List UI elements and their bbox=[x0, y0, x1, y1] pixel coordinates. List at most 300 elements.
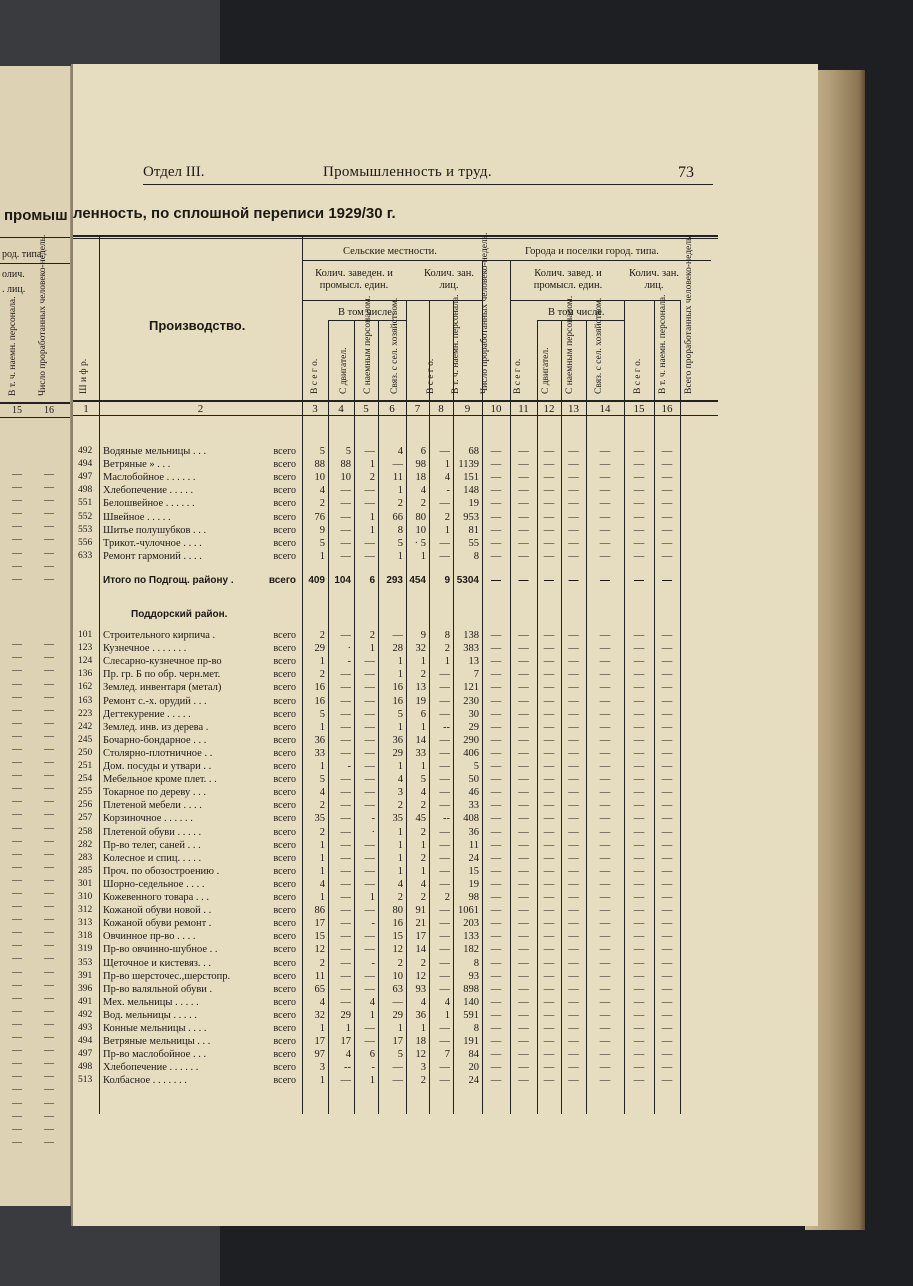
table-row bbox=[73, 747, 718, 760]
row-urban-dash: — bbox=[599, 550, 611, 562]
row-urban-dash: — bbox=[543, 944, 555, 956]
row-value: 1 bbox=[369, 459, 375, 471]
row-value: 230 bbox=[463, 695, 479, 707]
row-value: — bbox=[340, 669, 351, 681]
row-value: 1139 bbox=[458, 459, 479, 471]
row-urban-dash: — bbox=[599, 944, 611, 956]
row-name: Ремонт гармоний . . . . bbox=[103, 550, 202, 562]
previous-page-dash: — bbox=[12, 482, 22, 494]
row-cipher: 255 bbox=[78, 787, 93, 798]
row-value: 16 bbox=[392, 682, 403, 694]
row-urban-dash: — bbox=[633, 865, 645, 877]
previous-page-dash-column bbox=[38, 468, 60, 1149]
row-urban-dash: — bbox=[568, 774, 579, 786]
previous-page-dash: — bbox=[44, 652, 54, 664]
row-urban-dash: — bbox=[633, 524, 645, 536]
page bbox=[71, 64, 818, 1226]
row-urban-dash: — bbox=[568, 669, 579, 681]
table-row bbox=[73, 511, 718, 524]
row-value: — bbox=[364, 905, 375, 917]
row-value: 36 bbox=[468, 826, 479, 838]
row-value: 1 bbox=[319, 761, 325, 772]
previous-page-dash: — bbox=[12, 547, 22, 559]
row-cipher: 163 bbox=[78, 695, 93, 706]
row-value: 20 bbox=[468, 1062, 479, 1074]
table-row bbox=[73, 524, 718, 537]
row-urban-dash: — bbox=[543, 630, 555, 641]
row-urban-dash: — bbox=[599, 1023, 611, 1034]
row-value: 88 bbox=[340, 459, 351, 471]
row-total-label: всего bbox=[273, 800, 296, 812]
row-value: 2 bbox=[319, 630, 325, 641]
row-urban-dash: — bbox=[599, 918, 611, 930]
previous-page-gap bbox=[6, 599, 28, 612]
row-cipher: 551 bbox=[78, 498, 93, 509]
row-cipher: 301 bbox=[78, 878, 93, 889]
row-value: 98 bbox=[468, 892, 479, 903]
row-urban-dash: — bbox=[543, 1049, 555, 1061]
row-value: — bbox=[392, 1062, 403, 1074]
row-urban-dash: — bbox=[661, 537, 673, 549]
row-value: — bbox=[340, 734, 351, 746]
previous-page-dash: — bbox=[44, 678, 54, 690]
row-value: 1 bbox=[369, 511, 375, 523]
row-urban-dash: — bbox=[518, 446, 529, 457]
row-cipher: 123 bbox=[78, 643, 93, 654]
row-urban-dash: — bbox=[490, 1062, 502, 1074]
table-row bbox=[73, 852, 718, 865]
row-urban-dash: — bbox=[490, 1009, 502, 1021]
row-value: 32 bbox=[314, 1009, 325, 1021]
row-urban-dash: — bbox=[568, 957, 579, 969]
column-number: 10 bbox=[490, 403, 502, 415]
table-row bbox=[73, 471, 718, 484]
row-value: — bbox=[439, 537, 450, 549]
row-urban-dash: — bbox=[518, 839, 529, 851]
row-value: — bbox=[364, 970, 375, 982]
sub-establishments: Колич. заведен. и промысл. един. bbox=[315, 268, 393, 291]
row-value: 8 bbox=[473, 957, 479, 969]
previous-page-dash: — bbox=[44, 822, 54, 834]
row-value: 898 bbox=[463, 983, 479, 995]
row-value: 5 bbox=[319, 774, 325, 786]
row-total-label: всего bbox=[273, 774, 296, 786]
row-urban-dash: — bbox=[661, 839, 673, 851]
previous-page-gap bbox=[38, 599, 60, 612]
row-urban-dash: — bbox=[490, 957, 502, 969]
row-total-label: всего bbox=[273, 669, 296, 681]
previous-page-dash: — bbox=[12, 848, 22, 860]
row-value: 12 bbox=[415, 1049, 426, 1061]
row-urban-dash: — bbox=[490, 1075, 502, 1087]
table-row bbox=[73, 655, 718, 668]
row-value: — bbox=[340, 485, 351, 497]
row-urban-dash: — bbox=[633, 459, 645, 471]
row-value: 30 bbox=[468, 708, 479, 720]
row-value: — bbox=[364, 839, 375, 851]
row-urban-dash: — bbox=[490, 983, 502, 995]
row-value: — bbox=[364, 550, 375, 562]
row-cipher: 223 bbox=[78, 708, 93, 719]
row-urban-dash: — bbox=[518, 1023, 529, 1034]
row-cipher: 492 bbox=[78, 446, 93, 456]
row-urban-dash: — bbox=[599, 957, 611, 969]
row-cipher: 396 bbox=[78, 983, 93, 994]
row-value: — bbox=[439, 695, 450, 707]
row-value: — bbox=[364, 865, 375, 877]
previous-page-rule bbox=[0, 402, 70, 404]
row-value: — bbox=[392, 1075, 403, 1087]
row-urban-dash: — bbox=[543, 537, 555, 549]
row-value: 98 bbox=[415, 459, 426, 471]
row-value: 6 bbox=[420, 446, 426, 457]
row-value: 10 bbox=[314, 472, 325, 484]
row-urban-dash: — bbox=[518, 826, 529, 838]
row-value: — bbox=[364, 498, 375, 510]
row-urban-dash: — bbox=[543, 1023, 555, 1034]
row-urban-dash: — bbox=[633, 550, 645, 562]
vhead-agri-urban: Связ. с сел. хозяйством. bbox=[594, 297, 604, 394]
row-name: Хлебопечение . . . . . bbox=[103, 485, 194, 497]
row-name: Плетеной обуви . . . . . bbox=[103, 826, 202, 838]
row-total-label: всего bbox=[273, 931, 296, 943]
row-urban-dash: — bbox=[661, 524, 673, 536]
previous-page-dash: — bbox=[44, 521, 54, 533]
row-total-label: всего bbox=[273, 695, 296, 707]
previous-page-dash: — bbox=[44, 1084, 54, 1096]
row-urban-dash: — bbox=[661, 892, 673, 903]
row-value: 2 bbox=[397, 957, 403, 969]
row-value: — bbox=[364, 774, 375, 786]
row-urban-dash: — bbox=[543, 878, 555, 890]
row-value: 2 bbox=[444, 892, 450, 903]
row-name: Кузнечное . . . . . . . bbox=[103, 643, 187, 655]
row-urban-dash: — bbox=[661, 1075, 673, 1087]
row-value: 13 bbox=[415, 682, 426, 694]
row-value: — bbox=[340, 537, 351, 549]
row-urban-dash: — bbox=[633, 970, 645, 982]
table-row bbox=[73, 1048, 718, 1061]
row-urban-dash: — bbox=[599, 996, 611, 1008]
row-value: 33 bbox=[415, 747, 426, 759]
row-value: — bbox=[364, 931, 375, 943]
row-value: 5 bbox=[397, 537, 403, 549]
row-urban-dash: — bbox=[661, 682, 673, 694]
row-name: Пр-во валяльной обуви . bbox=[103, 983, 213, 995]
row-value: 290 bbox=[463, 734, 479, 746]
row-value: 1 bbox=[397, 826, 403, 838]
row-value: — bbox=[340, 695, 351, 707]
row-urban-dash: — bbox=[568, 800, 579, 812]
previous-page-dash: — bbox=[44, 888, 54, 899]
row-urban-dash: — bbox=[599, 695, 611, 707]
previous-page-rule bbox=[0, 417, 70, 418]
row-value: 5 bbox=[420, 774, 426, 786]
row-urban-dash: — bbox=[543, 656, 555, 668]
previous-page-dash: — bbox=[44, 717, 54, 729]
row-name: Кожаной обуви новой . . bbox=[103, 905, 212, 917]
row-urban-dash: — bbox=[490, 813, 502, 825]
row-value: 121 bbox=[463, 682, 479, 694]
row-urban-dash: — bbox=[661, 550, 673, 562]
row-value: 4 bbox=[444, 996, 450, 1008]
row-value: — bbox=[340, 630, 351, 641]
table-row bbox=[73, 721, 718, 734]
row-total-label: всего bbox=[273, 747, 296, 759]
row-urban-dash: — bbox=[662, 575, 672, 586]
previous-page-dash: — bbox=[44, 757, 54, 769]
row-total-label: всего bbox=[273, 878, 296, 890]
row-urban-dash: — bbox=[599, 865, 611, 877]
row-urban-dash: — bbox=[599, 983, 611, 995]
row-urban-dash: — bbox=[568, 537, 579, 549]
row-urban-dash: — bbox=[633, 839, 645, 851]
row-total-label: всего bbox=[273, 734, 296, 746]
row-value: 46 bbox=[468, 787, 479, 799]
row-value: — bbox=[392, 459, 403, 471]
row-value: -- bbox=[443, 721, 450, 733]
table-row bbox=[73, 839, 718, 852]
row-urban-dash: — bbox=[518, 1075, 529, 1087]
previous-page-dash: — bbox=[44, 730, 54, 742]
row-total-label: всего bbox=[273, 813, 296, 825]
row-value: — bbox=[340, 774, 351, 786]
row-value: 5 bbox=[319, 537, 325, 549]
row-urban-dash: — bbox=[599, 774, 611, 786]
previous-page-dash: — bbox=[44, 914, 54, 926]
previous-page-dash: — bbox=[12, 639, 22, 651]
table-row bbox=[73, 865, 718, 878]
row-urban-dash: — bbox=[568, 787, 579, 799]
previous-page-dash: — bbox=[12, 1071, 22, 1083]
previous-page-dash: — bbox=[12, 1084, 22, 1096]
row-value: 9 bbox=[420, 630, 426, 641]
row-value: — bbox=[439, 1036, 450, 1048]
row-urban-dash: — bbox=[661, 630, 673, 641]
previous-page-dash: — bbox=[44, 547, 54, 559]
row-urban-dash: — bbox=[568, 1036, 579, 1048]
group-rural: Сельские местности. bbox=[343, 246, 437, 257]
row-urban-dash: — bbox=[543, 498, 555, 510]
row-value: 1061 bbox=[458, 905, 479, 917]
row-urban-dash: — bbox=[633, 852, 645, 864]
column-number: 3 bbox=[312, 403, 318, 415]
row-urban-dash: — bbox=[490, 905, 502, 917]
sub-persons: Колич. зан. лиц. bbox=[423, 268, 475, 291]
column-number: 6 bbox=[389, 403, 395, 415]
row-cipher: 492 bbox=[78, 1009, 93, 1020]
row-name: Кожевенного товара . . . bbox=[103, 892, 210, 903]
row-name: Пр-во шерсточес.,шерстопр. bbox=[103, 970, 231, 982]
previous-page-banner: промыш bbox=[4, 207, 68, 224]
table-row bbox=[73, 917, 718, 930]
row-value: 1 bbox=[369, 1075, 375, 1087]
previous-page-dash: — bbox=[44, 953, 54, 965]
row-urban-dash: — bbox=[518, 1049, 529, 1061]
row-value: - bbox=[347, 656, 351, 668]
row-name: Швейное . . . . . bbox=[103, 511, 171, 523]
row-value: — bbox=[439, 800, 450, 812]
vhead-hired: С наемным персоналом. bbox=[363, 295, 373, 394]
row-urban-dash: — bbox=[568, 983, 579, 995]
row-total-label: всего bbox=[273, 485, 296, 497]
row-urban-dash: — bbox=[518, 787, 529, 799]
row-value: 6 bbox=[369, 575, 375, 586]
previous-page-dash: — bbox=[44, 783, 54, 795]
row-urban-dash: — bbox=[633, 747, 645, 759]
row-urban-dash: — bbox=[543, 734, 555, 746]
row-value: 24 bbox=[468, 1075, 479, 1087]
previous-page-dash: — bbox=[44, 534, 54, 546]
row-value: 14 bbox=[415, 944, 426, 956]
row-name: Конные мельницы . . . . bbox=[103, 1023, 207, 1034]
row-value: — bbox=[439, 944, 450, 956]
row-urban-dash: — bbox=[661, 695, 673, 707]
row-urban-dash: — bbox=[599, 813, 611, 825]
row-total-label: всего bbox=[273, 643, 296, 655]
row-value: 4 bbox=[420, 787, 426, 799]
row-value: 17 bbox=[392, 1036, 403, 1048]
column-number: 11 bbox=[518, 403, 529, 415]
row-urban-dash: — bbox=[518, 511, 529, 523]
row-value: — bbox=[364, 537, 375, 549]
row-urban-dash: — bbox=[543, 643, 555, 655]
row-value: 15 bbox=[468, 865, 479, 877]
row-cipher: 318 bbox=[78, 931, 93, 942]
row-value: — bbox=[364, 1036, 375, 1048]
row-value: 2 bbox=[319, 669, 325, 681]
row-value: 18 bbox=[415, 1036, 426, 1048]
previous-page-dash: — bbox=[12, 1018, 22, 1030]
row-value: 66 bbox=[392, 511, 403, 523]
row-value: — bbox=[364, 695, 375, 707]
row-urban-dash: — bbox=[490, 1023, 502, 1034]
row-urban-dash: — bbox=[568, 813, 579, 825]
row-value: 1 bbox=[444, 1009, 450, 1021]
row-urban-dash: — bbox=[543, 485, 555, 497]
row-urban-dash: — bbox=[568, 996, 579, 1008]
row-value: — bbox=[340, 905, 351, 917]
row-value: — bbox=[340, 996, 351, 1008]
previous-page-dash: — bbox=[12, 691, 22, 703]
row-name: Пр-во телег, саней . . . bbox=[103, 839, 201, 851]
row-urban-dash: — bbox=[633, 774, 645, 786]
row-cipher: 136 bbox=[78, 669, 93, 680]
row-urban-dash: — bbox=[518, 682, 529, 694]
row-urban-dash: — bbox=[543, 826, 555, 838]
table-row bbox=[73, 445, 718, 458]
previous-page-dash: — bbox=[44, 573, 54, 585]
row-urban-dash: — bbox=[599, 721, 611, 733]
row-cipher: 254 bbox=[78, 774, 93, 785]
row-urban-dash: — bbox=[490, 761, 502, 772]
row-value: 4 bbox=[444, 472, 450, 484]
row-urban-dash: — bbox=[661, 472, 673, 484]
row-urban-dash: — bbox=[568, 852, 579, 864]
row-urban-dash: — bbox=[518, 1062, 529, 1074]
row-urban-dash: — bbox=[490, 669, 502, 681]
row-urban-dash: — bbox=[599, 970, 611, 982]
table-row bbox=[73, 695, 718, 708]
previous-page bbox=[0, 66, 72, 1206]
table-row bbox=[73, 878, 718, 891]
column-number: 5 bbox=[363, 403, 369, 415]
row-total-label: всего bbox=[273, 459, 296, 471]
row-urban-dash: — bbox=[518, 734, 529, 746]
row-value: — bbox=[364, 485, 375, 497]
row-value: — bbox=[340, 892, 351, 903]
row-value: 45 bbox=[415, 813, 426, 825]
row-value: 18 bbox=[415, 472, 426, 484]
column-number: 14 bbox=[599, 403, 611, 415]
row-value: 1 bbox=[397, 852, 403, 864]
row-total-label: всего bbox=[273, 983, 296, 995]
row-urban-dash: — bbox=[518, 931, 529, 943]
column-number: 8 bbox=[438, 403, 444, 415]
row-value: 12 bbox=[392, 944, 403, 956]
row-value: — bbox=[439, 747, 450, 759]
row-urban-dash: — bbox=[490, 1036, 502, 1048]
row-value: 17 bbox=[415, 931, 426, 943]
row-urban-dash: — bbox=[661, 800, 673, 812]
row-name: Токарное по дереву . . . bbox=[103, 787, 207, 799]
row-urban-dash: — bbox=[543, 708, 555, 720]
row-name: Бочарно-бондарное . . . bbox=[103, 734, 207, 746]
row-urban-dash: — bbox=[599, 1075, 611, 1087]
previous-page-rule bbox=[0, 263, 70, 264]
row-urban-dash: — bbox=[543, 761, 555, 772]
row-value: 3 bbox=[397, 787, 403, 799]
row-value: 5 bbox=[397, 708, 403, 720]
row-urban-dash: — bbox=[518, 813, 529, 825]
previous-page-dash: — bbox=[12, 1005, 22, 1017]
row-cipher: 494 bbox=[78, 1036, 93, 1047]
row-urban-dash: — bbox=[568, 459, 579, 471]
row-value: 32 bbox=[415, 643, 426, 655]
row-urban-dash: — bbox=[543, 905, 555, 917]
row-value: 11 bbox=[392, 472, 403, 484]
row-value: 76 bbox=[314, 511, 325, 523]
row-total-label: всего bbox=[273, 839, 296, 851]
previous-page-dash: — bbox=[12, 822, 22, 834]
row-urban-dash: — bbox=[518, 957, 529, 969]
row-value: 4 bbox=[397, 774, 403, 786]
row-urban-dash: — bbox=[543, 774, 555, 786]
table-row bbox=[73, 497, 718, 510]
table-row bbox=[73, 812, 718, 825]
row-value: 1 bbox=[397, 761, 403, 772]
sub-establishments-urban: Колич. завед. и промысл. един. bbox=[533, 268, 603, 291]
row-urban-dash: — bbox=[599, 485, 611, 497]
row-cipher: 258 bbox=[78, 826, 93, 837]
row-value: 2 bbox=[319, 957, 325, 969]
row-urban-dash: — bbox=[568, 878, 579, 890]
row-urban-dash: — bbox=[661, 708, 673, 720]
row-urban-dash: — bbox=[661, 485, 673, 497]
row-value: 5 bbox=[473, 761, 479, 772]
row-value: 91 bbox=[415, 905, 426, 917]
row-urban-dash: — bbox=[661, 459, 673, 471]
row-urban-dash: — bbox=[661, 721, 673, 733]
previous-page-dash: — bbox=[12, 901, 22, 913]
row-value: 4 bbox=[420, 996, 426, 1008]
section-title: Поддорский район. bbox=[131, 609, 228, 620]
row-value: — bbox=[364, 944, 375, 956]
row-urban-dash: — bbox=[543, 996, 555, 1008]
row-value: 29 bbox=[340, 1009, 351, 1021]
row-value: 9 bbox=[444, 575, 450, 586]
row-value: — bbox=[439, 1075, 450, 1087]
